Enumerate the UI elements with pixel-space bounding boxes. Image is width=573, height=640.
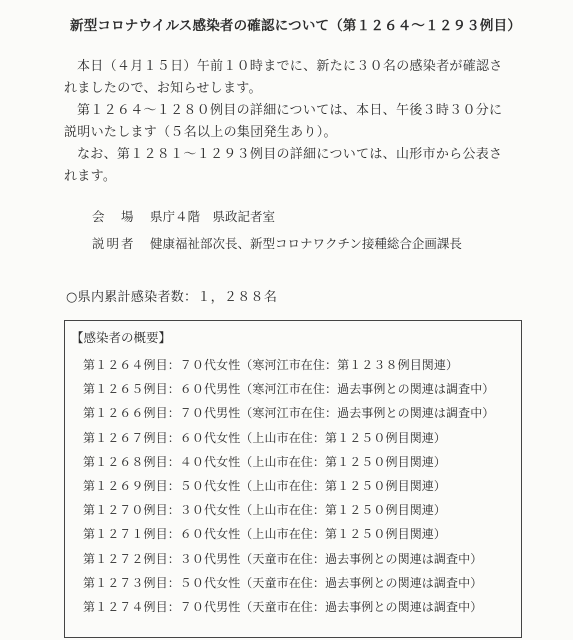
case-item: 第１２６６例目：７０代男性（寒河江市在住：過去事例との関連は調査中） [83, 406, 495, 421]
venue-label: 会 場 [92, 209, 136, 224]
paragraph-briefing: 第１２６４～１２８０例目の詳細については、本日、午後３時３０分に説明いたします（５名以上の集団発生あり）。 [64, 103, 503, 140]
document-title: 新型コロナウイルス感染者の確認について（第１２６４～１２９３例目） [70, 18, 522, 34]
explainer-label: 説明者 [92, 236, 136, 251]
case-summary-box [64, 320, 522, 638]
explainer-line [92, 234, 462, 252]
case-item: 第１２７０例目：３０代女性（上山市在住：第１２５０例目関連） [83, 503, 447, 518]
case-summary-heading: 【感染者の概要】 [71, 330, 172, 345]
case-item: 第１２６８例目：４０代女性（上山市在住：第１２５０例目関連） [83, 454, 447, 469]
case-item: 第１２６７例目：６０代女性（上山市在住：第１２５０例目関連） [83, 430, 447, 445]
paragraph-yamagata-city: なお、第１２８１～１２９３例目の詳細については、山形市から公表されます。 [64, 147, 503, 184]
total-cases: ○県内累計感染者数：１，２８８名 [66, 290, 278, 305]
explainer-value: 健康福祉部次長、新型コロナワクチン接種総合企画課長 [149, 236, 462, 251]
case-list [83, 353, 494, 619]
venue-value: 県庁４階 県政記者室 [149, 209, 275, 224]
case-item: 第１２６９例目：５０代女性（上山市在住：第１２５０例目関連） [83, 478, 447, 493]
case-item: 第１２７３例目：５０代女性（天童市在住：過去事例との関連は調査中） [83, 575, 483, 590]
venue-line [92, 207, 275, 225]
case-item: 第１２７１例目：６０代女性（上山市在住：第１２５０例目関連） [83, 527, 447, 542]
case-item: 第１２７２例目：３０代男性（天童市在住：過去事例との関連は調査中） [83, 551, 483, 566]
case-item: 第１２７４例目：７０代男性（天童市在住：過去事例との関連は調査中） [83, 599, 483, 614]
case-item: 第１２６４例目：７０代女性（寒河江市在住：第１２３８例目関連） [83, 358, 459, 372]
paragraph-announcement: 本日（４月１５日）午前１０時までに、新たに３０名の感染者が確認されましたので、お知らせします。 [64, 59, 503, 96]
case-item: 第１２６５例目：６０代男性（寒河江市在住：過去事例との関連は調査中） [83, 382, 495, 397]
